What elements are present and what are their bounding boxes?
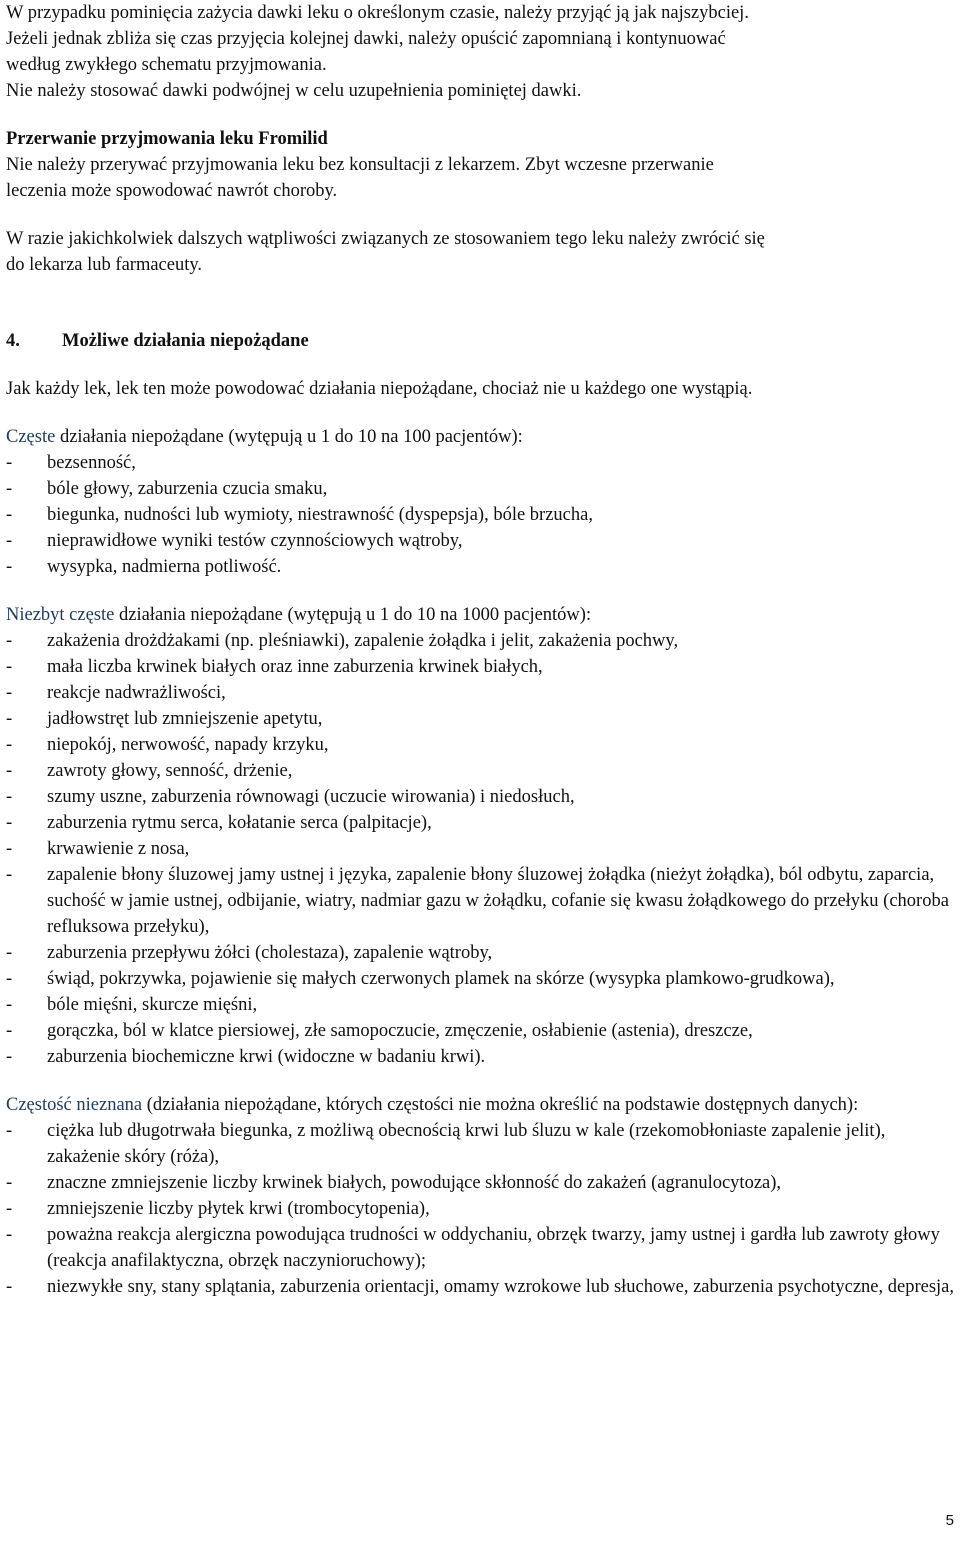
text-line: leczenia może spowodować nawrót choroby. (6, 181, 338, 201)
text-line: Jeżeli jednak zbliża się czas przyjęcia kolejnej dawki, należy opuścić zapomnianą i kontynuować (6, 29, 726, 49)
list-item: - zmniejszenie liczby płytek krwi (trombocytopenia), (6, 1196, 956, 1222)
list-item: - biegunka, nudności lub wymioty, niestrawność (dyspepsja), bóle brzucha, (6, 502, 956, 528)
list-item: - zaburzenia rytmu serca, kołatanie serca (palpitacje), (6, 810, 956, 836)
list-item: - krwawienie z nosa, (6, 836, 956, 862)
section-heading (6, 328, 956, 354)
unknown-frequency-effects (6, 1092, 956, 1300)
list-item: - bóle mięśni, skurcze mięśni, (6, 992, 956, 1018)
effects-list (6, 1118, 956, 1300)
missed-dose-paragraph (6, 0, 956, 104)
frequency-label: Częstość nieznana (6, 1095, 143, 1115)
list-item: - reakcje nadwrażliwości, (6, 680, 956, 706)
list-item: - niepokój, nerwowość, napady krzyku, (6, 732, 956, 758)
frequency-label: Częste (6, 427, 56, 447)
effects-list (6, 628, 956, 1070)
section-title: Możliwe działania niepożądane (62, 331, 309, 351)
text-line: W przypadku pominięcia zażycia dawki leku o określonym czasie, należy przyjąć ją jak najszybciej. (6, 3, 749, 23)
list-item: - bóle głowy, zaburzenia czucia smaku, (6, 476, 956, 502)
text-line: Nie należy przerywać przyjmowania leku bez konsultacji z lekarzem. Zbyt wczesne przerwanie (6, 155, 714, 175)
frequency-line (6, 424, 956, 450)
list-item: - niezwykłe sny, stany splątania, zaburzenia orientacji, omamy wzrokowe lub słuchowe, zaburzenia psychotyczne, depresja, (6, 1274, 956, 1300)
frequency-line (6, 1092, 956, 1118)
text-line: do lekarza lub farmaceuty. (6, 255, 203, 275)
frequency-label: Niezbyt częste (6, 605, 115, 625)
section-number: 4. (6, 331, 20, 351)
frequency-description: (działania niepożądane, których częstości nie można określić na podstawie dostępnych danych): (142, 1095, 859, 1115)
page-number: 5 (945, 1512, 954, 1529)
list-item: - zaburzenia biochemiczne krwi (widoczne w badaniu krwi). (6, 1044, 956, 1070)
list-item: - nieprawidłowe wyniki testów czynnościowych wątroby, (6, 528, 956, 554)
uncommon-effects (6, 602, 956, 1070)
list-item: - znaczne zmniejszenie liczby krwinek białych, powodujące skłonność do zakażeń (agranulocytoza), (6, 1170, 956, 1196)
list-item: - gorączka, ból w klatce piersiowej, złe samopoczucie, zmęczenie, osłabienie (astenia), dreszcze, (6, 1018, 956, 1044)
list-item: - szumy uszne, zaburzenia równowagi (uczucie wirowania) i niedosłuch, (6, 784, 956, 810)
document-page (6, 0, 956, 1300)
list-item: - zakażenia drożdżakami (np. pleśniawki), zapalenie żołądka i jelit, zakażenia pochwy, (6, 628, 956, 654)
list-item: - ciężka lub długotrwała biegunka, z możliwą obecnością krwi lub śluzu w kale (rzekomobłoniaste zapalenie jelit), zakażenie skóry (róża), (6, 1118, 956, 1170)
text-line: według zwykłego schematu przyjmowania. (6, 55, 327, 75)
questions-paragraph (6, 226, 956, 278)
text-line: W razie jakichkolwiek dalszych wątpliwości związanych ze stosowaniem tego leku należy zwrócić się (6, 229, 765, 249)
list-item: - zawroty głowy, senność, drżenie, (6, 758, 956, 784)
list-item: - świąd, pokrzywka, pojawienie się małych czerwonych plamek na skórze (wysypka plamkowo-grudkowa), (6, 966, 956, 992)
stopping-section (6, 126, 956, 204)
list-item: - poważna reakcja alergiczna powodująca trudności w oddychaniu, obrzęk twarzy, jamy ustnej i gardła lub zawroty głowy (reakcja anafilaktyczna, obrzęk naczynioruchowy); (6, 1222, 956, 1274)
effects-list (6, 450, 956, 580)
list-item: - zaburzenia przepływu żółci (cholestaza), zapalenie wątroby, (6, 940, 956, 966)
stopping-heading: Przerwanie przyjmowania leku Fromilid (6, 129, 328, 149)
list-item: - wysypka, nadmierna potliwość. (6, 554, 956, 580)
section-intro: Jak każdy lek, lek ten może powodować działania niepożądane, chociaż nie u każdego one wystąpią. (6, 379, 753, 399)
common-effects (6, 424, 956, 580)
frequency-line (6, 602, 956, 628)
list-item: - mała liczba krwinek białych oraz inne zaburzenia krwinek białych, (6, 654, 956, 680)
text-line: Nie należy stosować dawki podwójnej w celu uzupełnienia pominiętej dawki. (6, 81, 582, 101)
list-item: - bezsenność, (6, 450, 956, 476)
list-item: - jadłowstręt lub zmniejszenie apetytu, (6, 706, 956, 732)
frequency-description: działania niepożądane (wytępują u 1 do 10 na 1000 pacjentów): (114, 605, 592, 625)
frequency-description: działania niepożądane (wytępują u 1 do 10 na 100 pacjentów): (55, 427, 523, 447)
list-item: - zapalenie błony śluzowej jamy ustnej i języka, zapalenie błony śluzowej żołądka (nieżyt żołądka), ból odbytu, zaparcia, suchość w jamie ustnej, odbijanie, wiatry, nadmiar gazu w żołądku, cofanie się kwasu żołądkowego do przełyku (choroba refluksowa przełyku), (6, 862, 956, 940)
